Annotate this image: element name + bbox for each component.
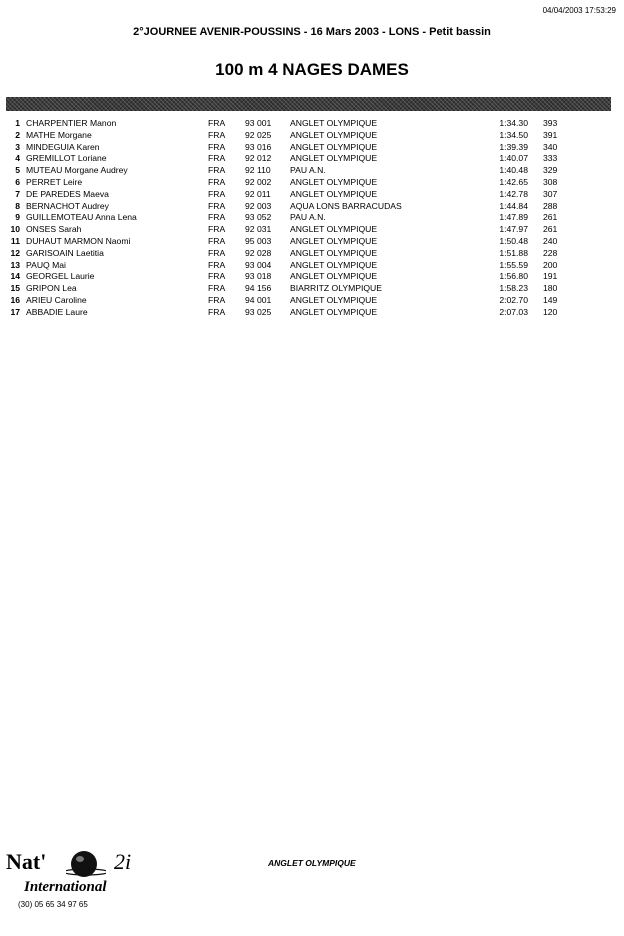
nation-cell: FRA (208, 153, 226, 164)
club-cell: BIARRITZ OLYMPIQUE (290, 283, 382, 294)
license-cell: 94 001 (245, 294, 272, 305)
points-cell: 333 (543, 153, 558, 164)
rank-cell: 14 (10, 271, 20, 282)
result-row (0, 224, 624, 236)
points-cell: 149 (543, 294, 558, 305)
license-cell: 94 156 (245, 283, 272, 294)
result-row (0, 248, 624, 260)
timestamp: 04/04/2003 17:53:29 (542, 6, 616, 15)
license-cell: 93 052 (245, 212, 272, 223)
result-row (0, 189, 624, 201)
globe-icon (66, 848, 106, 880)
club-cell: ANGLET OLYMPIQUE (290, 271, 378, 282)
nation-cell: FRA (208, 247, 226, 258)
result-row (0, 260, 624, 272)
name-cell: MINDEGUIA Karen (26, 141, 100, 152)
rank-cell: 9 (15, 212, 20, 223)
name-cell: PAUQ Mai (26, 259, 66, 270)
license-cell: 92 011 (245, 188, 271, 199)
header-bar (6, 97, 611, 111)
club-cell: PAU A.N. (290, 212, 326, 223)
nation-cell: FRA (208, 165, 226, 176)
club-cell: AQUA LONS BARRACUDAS (290, 200, 402, 211)
time-cell: 1:42.65 (499, 176, 528, 187)
club-cell: ANGLET OLYMPIQUE (290, 118, 378, 128)
nation-cell: FRA (208, 283, 226, 294)
name-cell: BERNACHOT Audrey (26, 200, 109, 211)
nation-cell: FRA (208, 141, 226, 152)
time-cell: 2:07.03 (499, 306, 528, 317)
club-cell: ANGLET OLYMPIQUE (290, 294, 378, 305)
name-cell: CHARPENTIER Manon (26, 118, 117, 128)
rank-cell: 15 (10, 283, 20, 294)
nation-cell: FRA (208, 259, 226, 270)
time-cell: 1:34.30 (499, 118, 528, 128)
points-cell: 180 (543, 283, 558, 294)
points-cell: 228 (543, 247, 558, 258)
name-cell: ABBADIE Laure (26, 306, 88, 317)
time-cell: 1:40.48 (499, 165, 528, 176)
name-cell: GUILLEMOTEAU Anna Lena (26, 212, 137, 223)
meet-title: 2°JOURNEE AVENIR-POUSSINS - 16 Mars 2003 - LONS - Petit bassin (133, 26, 491, 38)
club-cell: ANGLET OLYMPIQUE (290, 129, 378, 140)
nation-cell: FRA (208, 235, 226, 246)
points-cell: 240 (543, 235, 558, 246)
time-cell: 1:44.84 (499, 200, 528, 211)
club-cell: ANGLET OLYMPIQUE (290, 141, 378, 152)
results-list (0, 118, 624, 319)
time-cell: 1:34.50 (499, 129, 528, 140)
time-cell: 1:58.23 (499, 283, 528, 294)
time-cell: 1:39.39 (499, 141, 528, 152)
points-cell: 307 (543, 188, 558, 199)
nation-cell: FRA (208, 118, 226, 128)
license-cell: 93 004 (245, 259, 272, 270)
rank-cell: 11 (10, 235, 20, 246)
points-cell: 329 (543, 165, 558, 176)
result-row (0, 283, 624, 295)
rank-cell: 6 (15, 176, 20, 187)
points-cell: 261 (543, 212, 558, 223)
rank-cell: 16 (10, 294, 20, 305)
nation-cell: FRA (208, 200, 226, 211)
points-cell: 261 (543, 224, 558, 235)
result-row (0, 236, 624, 248)
rank-cell: 12 (10, 247, 20, 258)
name-cell: ONSES Sarah (26, 224, 82, 235)
club-cell: ANGLET OLYMPIQUE (290, 259, 378, 270)
name-cell: MUTEAU Morgane Audrey (26, 165, 128, 176)
club-cell: ANGLET OLYMPIQUE (290, 247, 378, 258)
result-row (0, 142, 624, 154)
points-cell: 191 (543, 271, 558, 282)
rank-cell: 1 (15, 118, 20, 128)
license-cell: 92 012 (245, 153, 272, 164)
rank-cell: 10 (10, 224, 20, 235)
result-row (0, 201, 624, 213)
time-cell: 1:50.48 (499, 235, 528, 246)
name-cell: MATHE Morgane (26, 129, 92, 140)
rank-cell: 8 (15, 200, 20, 211)
points-cell: 340 (543, 141, 558, 152)
logo-left-text: Nat' (6, 849, 47, 874)
club-cell: ANGLET OLYMPIQUE (290, 235, 378, 246)
time-cell: 1:47.89 (499, 212, 528, 223)
nation-cell: FRA (208, 294, 226, 305)
nation-cell: FRA (208, 176, 226, 187)
nation-cell: FRA (208, 306, 226, 317)
footer-club: ANGLET OLYMPIQUE (268, 858, 356, 868)
club-cell: ANGLET OLYMPIQUE (290, 188, 378, 199)
time-cell: 1:51.88 (499, 247, 528, 258)
license-cell: 93 018 (245, 271, 272, 282)
license-cell: 95 003 (245, 235, 272, 246)
license-cell: 93 025 (245, 306, 272, 317)
nation-cell: FRA (208, 224, 226, 235)
points-cell: 288 (543, 200, 558, 211)
points-cell: 391 (543, 129, 558, 140)
rank-cell: 4 (15, 153, 20, 164)
result-row (0, 295, 624, 307)
time-cell: 1:56.80 (499, 271, 528, 282)
rank-cell: 7 (15, 188, 20, 199)
rank-cell: 13 (10, 259, 20, 270)
logo-subtitle: International (24, 879, 107, 895)
license-cell: 93 016 (245, 141, 272, 152)
time-cell: 2:02.70 (499, 294, 528, 305)
nation-cell: FRA (208, 212, 226, 223)
name-cell: GREMILLOT Loriane (26, 153, 107, 164)
name-cell: PERRET Leire (26, 176, 83, 187)
license-cell: 93 001 (245, 118, 272, 128)
time-cell: 1:42.78 (499, 188, 528, 199)
license-cell: 92 003 (245, 200, 272, 211)
points-cell: 120 (543, 306, 558, 317)
points-cell: 393 (543, 118, 558, 128)
license-cell: 92 002 (245, 176, 272, 187)
rank-cell: 5 (15, 165, 20, 176)
club-cell: ANGLET OLYMPIQUE (290, 224, 378, 235)
rank-cell: 2 (15, 129, 20, 140)
result-row (0, 271, 624, 283)
nation-cell: FRA (208, 129, 226, 140)
name-cell: GEORGEL Laurie (26, 271, 95, 282)
name-cell: ARIEU Caroline (26, 294, 87, 305)
club-cell: PAU A.N. (290, 165, 326, 176)
license-cell: 92 028 (245, 247, 272, 258)
license-cell: 92 025 (245, 129, 272, 140)
result-row (0, 177, 624, 189)
name-cell: GARISOAIN Laetitia (26, 247, 104, 258)
logo-phone: (30) 05 65 34 97 65 (18, 900, 88, 909)
nation-cell: FRA (208, 271, 226, 282)
nat2i-logo (6, 845, 146, 915)
rank-cell: 17 (10, 306, 20, 317)
time-cell: 1:47.97 (499, 224, 528, 235)
result-row (0, 212, 624, 224)
time-cell: 1:40.07 (499, 153, 528, 164)
club-cell: ANGLET OLYMPIQUE (290, 153, 378, 164)
logo-right-text: 2i (114, 849, 132, 874)
points-cell: 200 (543, 259, 558, 270)
result-row (0, 165, 624, 177)
rank-cell: 3 (15, 141, 20, 152)
club-cell: ANGLET OLYMPIQUE (290, 306, 378, 317)
result-row (0, 307, 624, 319)
result-row (0, 118, 624, 130)
points-cell: 308 (543, 176, 558, 187)
club-cell: ANGLET OLYMPIQUE (290, 176, 378, 187)
license-cell: 92 110 (245, 165, 271, 176)
event-title: 100 m 4 NAGES DAMES (215, 60, 409, 79)
license-cell: 92 031 (245, 224, 272, 235)
nation-cell: FRA (208, 188, 226, 199)
name-cell: DUHAUT MARMON Naomi (26, 235, 131, 246)
result-row (0, 130, 624, 142)
time-cell: 1:55.59 (499, 259, 528, 270)
name-cell: DE PAREDES Maeva (26, 188, 109, 199)
result-row (0, 153, 624, 165)
name-cell: GRIPON Lea (26, 283, 77, 294)
